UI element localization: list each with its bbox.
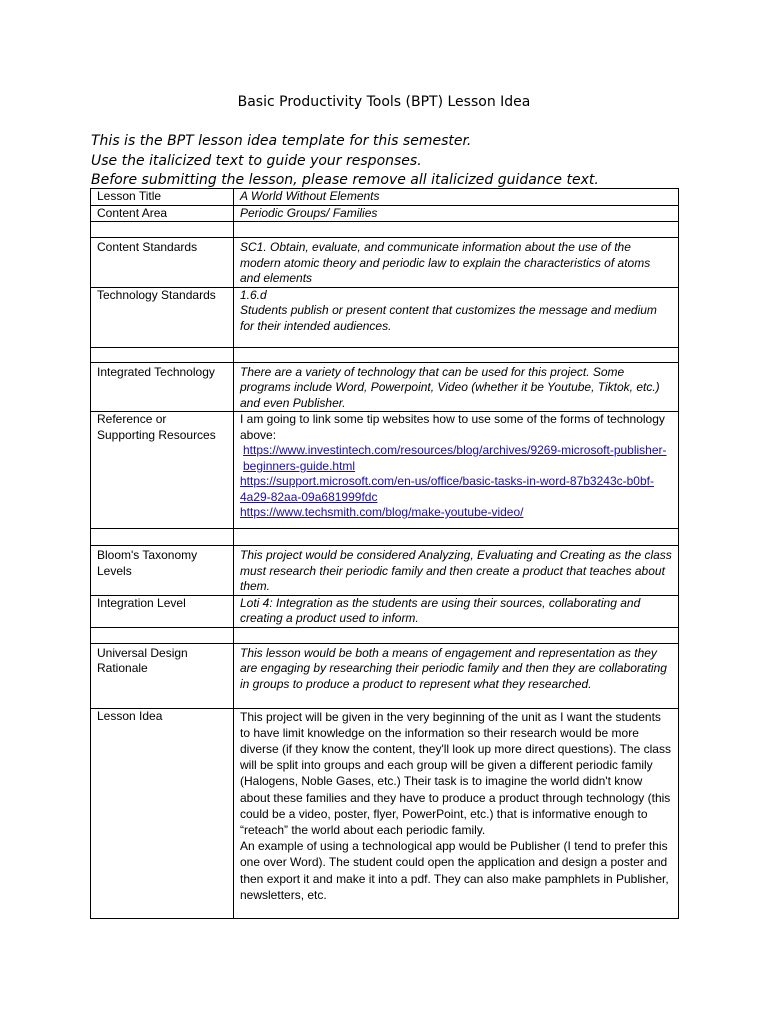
value-lesson-title: A World Without Elements: [234, 189, 679, 206]
value-blooms: This project would be considered Analyzing, Evaluating and Creating as the class must research their periodic family and then create a product that teaches about them.: [234, 546, 679, 596]
value-content-area: Periodic Groups/ Families: [234, 205, 679, 222]
blank-row: [91, 222, 679, 238]
link-word-basics[interactable]: https://support.microsoft.com/en-us/office/basic-tasks-in-word-87b3243c-b0bf-4a29-82aa-09a681999fdc: [240, 474, 654, 504]
page-title: Basic Productivity Tools (BPT) Lesson Idea: [237, 94, 531, 110]
link-youtube-video[interactable]: https://www.techsmith.com/blog/make-youtube-video/: [240, 505, 524, 519]
label-reference: [91, 412, 234, 529]
label-blooms: Bloom's Taxonomy Levels: [91, 546, 234, 596]
value-lesson-idea: [234, 708, 679, 918]
blank-row: [91, 529, 679, 546]
label-content-standards: Content Standards: [91, 238, 234, 288]
link-publisher-guide[interactable]: https://www.investintech.com/resources/blog/archives/9269-microsoft-publisher-beginners-guide.html: [243, 443, 667, 473]
blank-row: [91, 347, 679, 362]
row-lesson-idea: [91, 708, 679, 918]
label-reference-line-1: Reference or: [97, 412, 167, 426]
label-integrated-technology: Integrated Technology: [91, 362, 234, 412]
intro-line-2: Use the italicized text to guide your responses.: [91, 152, 422, 169]
value-integration-level: Loti 4: Integration as the students are using their sources, collaborating and creating a product used to inform.: [234, 595, 679, 627]
lesson-idea-paragraph-1: This project will be given in the very beginning of the unit as I want the students to have limit knowledge on the information so their research would be more diverse (if they know the content, they'll look up more direct questions). The class will be split into groups and each group will be given a different periodic family (Halogens, Noble Gases, etc.) Their task is to imagine the world didn't know about these families and they have to produce a product through technology (this could be a video, poster, flyer, PowerPoint, etc.) that is informative enough to “reteach” the world about each periodic family.: [240, 709, 671, 837]
lesson-idea-paragraph-2: An example of using a technological app would be Publisher (I tend to prefer this one over Word). The student could open the application and design a poster and then export it and make it into a pdf. They can also make pamphlets in Publisher, newsletters, etc.: [240, 839, 669, 902]
row-integrated-technology: [91, 362, 679, 412]
row-content-standards: [91, 238, 679, 288]
value-udl: This lesson would be both a means of engagement and representation as they are engaging by researching their periodic family and then they are collaborating in groups to produce a product to represent what they researched.: [234, 643, 679, 708]
value-integrated-technology: There are a variety of technology that can be used for this project. Some programs include Word, Powerpoint, Video (whether it be Youtube, Tiktok, etc.) and even Publisher.: [234, 362, 679, 412]
row-technology-standards: [91, 287, 679, 347]
lesson-table: [90, 188, 679, 919]
reference-intro: I am going to link some tip websites how to use some of the forms of technology above:: [240, 412, 665, 442]
label-udl: Universal Design Rationale: [91, 643, 234, 708]
row-udl: [91, 643, 679, 708]
label-lesson-title: Lesson Title: [91, 189, 234, 206]
row-lesson-title: [91, 189, 679, 206]
row-content-area: [91, 205, 679, 222]
row-reference: [91, 412, 679, 529]
label-reference-line-2: Supporting Resources: [97, 427, 216, 442]
tech-standard-code: 1.6.d: [240, 287, 267, 302]
intro-block: [91, 132, 599, 191]
label-technology-standards: Technology Standards: [91, 287, 234, 347]
row-integration-level: [91, 595, 679, 627]
value-technology-standards: [234, 287, 679, 347]
intro-line-3: Before submitting the lesson, please remove all italicized guidance text.: [91, 172, 599, 188]
value-reference: [234, 412, 679, 529]
intro-line-1: This is the BPT lesson idea template for this semester.: [91, 133, 472, 149]
tech-standard-text: Students publish or present content that customizes the message and medium for their intended audiences.: [240, 303, 657, 333]
label-integration-level: Integration Level: [91, 595, 234, 627]
blank-row: [91, 627, 679, 643]
row-blooms: [91, 546, 679, 596]
label-lesson-idea: Lesson Idea: [91, 708, 234, 918]
value-content-standards: SC1. Obtain, evaluate, and communicate information about the use of the modern atomic theory and periodic law to explain the characteristics of atoms and elements: [234, 238, 679, 288]
label-content-area: Content Area: [91, 205, 234, 222]
